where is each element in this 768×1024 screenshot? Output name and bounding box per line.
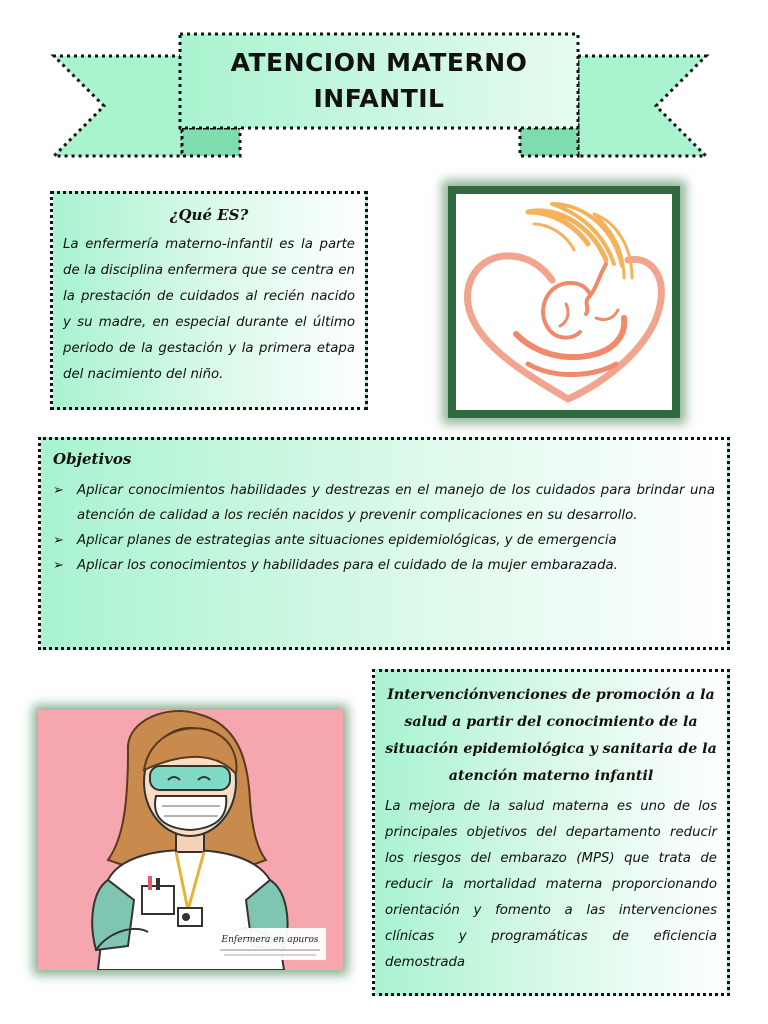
arrow-bullet-icon: ➢: [53, 558, 64, 573]
objetivo-text: Aplicar planes de estrategias ante situaciones epidemiológicas, y de emergencia: [77, 533, 617, 548]
banner-left-fold: [182, 128, 240, 156]
objetivos-list: [53, 478, 715, 578]
nurse-image-caption: Enfermera en apuros: [221, 935, 319, 945]
que-es-box: [50, 191, 368, 410]
nurse-illustration-image: [38, 710, 343, 970]
objetivos-box: [38, 437, 730, 650]
list-item: [53, 528, 715, 553]
banner-left-tail: [54, 56, 182, 156]
page-title: [180, 34, 578, 128]
intervenciones-box: [372, 669, 730, 996]
mother-baby-image: [448, 186, 680, 418]
page-title-line-1: ATENCION MATERNO: [230, 48, 528, 77]
intervenciones-title: Intervenciónvenciones de promoción a la salud a partir del conocimiento de la situación epidemiológica y sanitaria de la atención materno infantil: [385, 687, 717, 784]
que-es-title: ¿Qué ES?: [169, 206, 249, 224]
mother-baby-illustration: [456, 194, 672, 410]
que-es-text: La enfermería materno-infantil es la parte de la disciplina enfermera que se centra en la prestación de cuidados al recién nacido y su madre, en especial durante el último periodo de la gestación y la primera etapa del nacimiento del niño.: [63, 237, 355, 382]
objetivo-text: Aplicar conocimientos habilidades y destrezas en el manejo de los cuidados para brindar una atención de calidad a los recién nacidos y prevenir complicaciones en su desarrollo.: [77, 483, 715, 523]
banner-right-tail: [578, 56, 706, 156]
banner-right-fold: [520, 128, 578, 156]
intervenciones-text: La mejora de la salud materna es uno de los principales objetivos del departamento reducir los riesgos del embarazo (MPS) que trata de reducir la mortalidad materna proporcionando orientación y fomento a las intervenciones clínicas y programáticas de eficiencia demostrada: [385, 799, 717, 970]
objetivos-title: Objetivos: [53, 450, 132, 468]
arrow-bullet-icon: ➢: [53, 483, 64, 498]
page-title-line-2: INFANTIL: [313, 84, 445, 113]
list-item: [53, 478, 715, 528]
nurse-illustration: [38, 710, 343, 970]
list-item: [53, 553, 715, 578]
objetivo-text: Aplicar los conocimientos y habilidades para el cuidado de la mujer embarazada.: [77, 558, 618, 573]
arrow-bullet-icon: ➢: [53, 533, 64, 548]
